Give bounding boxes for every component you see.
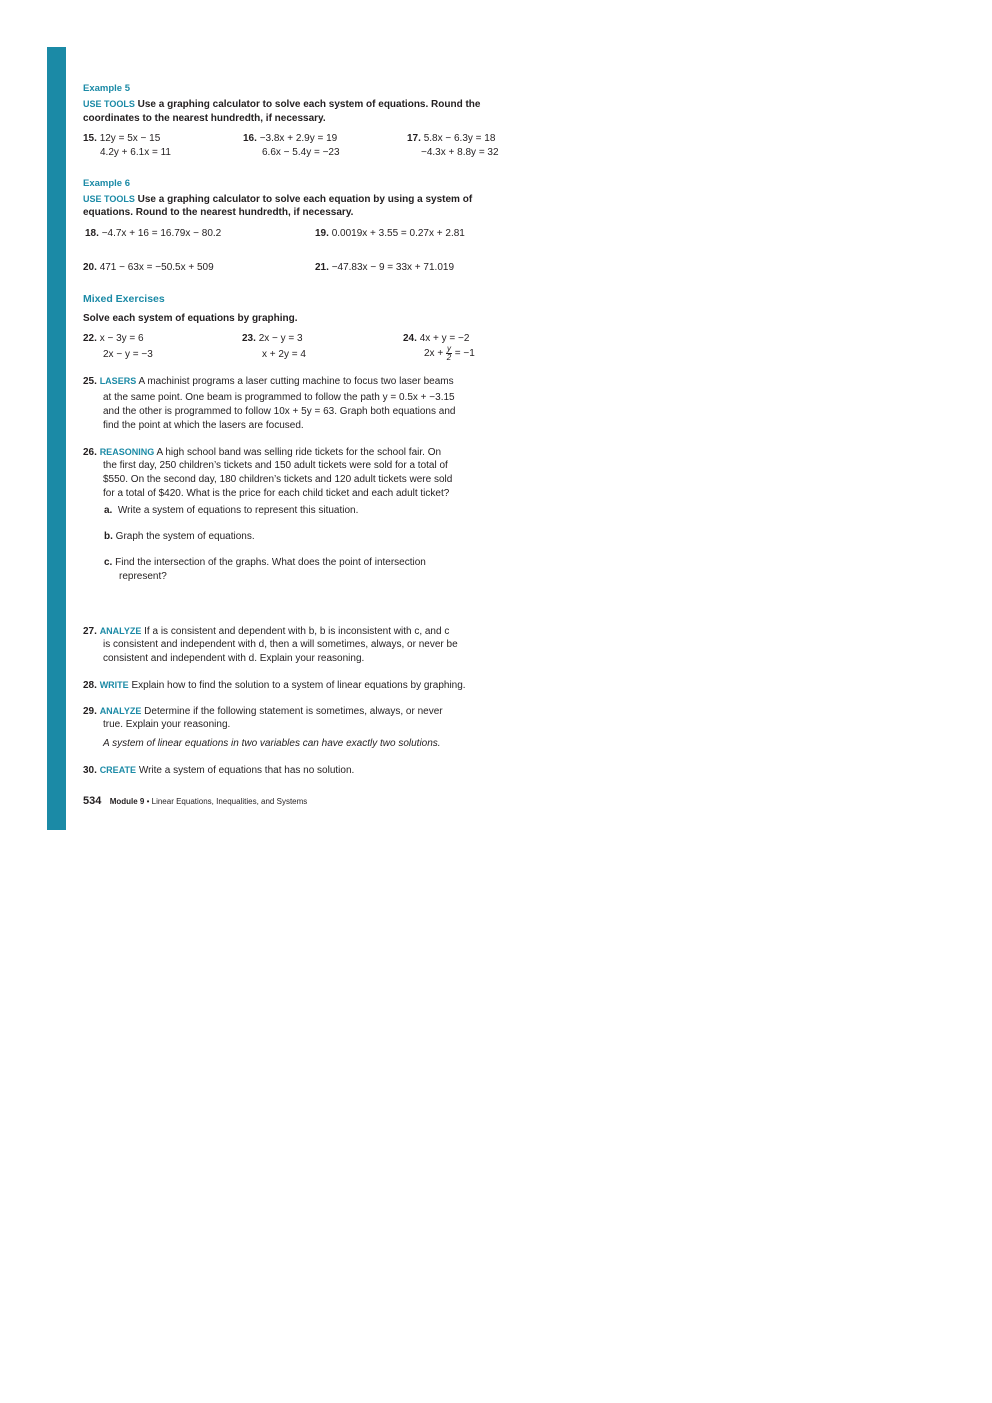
part-text: Write a system of equations to represent this situation. <box>117 505 359 516</box>
equation: 2x − y = 3 <box>258 333 303 344</box>
problem-number: 25. <box>83 376 97 387</box>
problem-text: and the other is programmed to follow 10x + 5y = 63. Graph both equations and <box>103 406 456 417</box>
separator: • <box>144 797 152 806</box>
part-text: Graph the system of equations. <box>115 531 255 542</box>
lasers-tag: LASERS <box>99 376 137 386</box>
equation: −4.7x + 16 = 16.79x − 80.2 <box>101 228 222 239</box>
problem-text: consistent and independent with d. Explain your reasoning. <box>103 653 365 664</box>
equation: x − 3y = 6 <box>99 333 144 344</box>
mixed-exercises-heading: Mixed Exercises <box>83 293 165 305</box>
equation: x + 2y = 4 <box>262 349 306 360</box>
problem-number: 29. <box>83 706 97 717</box>
equation-part: = −1 <box>451 348 475 360</box>
problem-24 <box>403 333 469 345</box>
problem-number: 20. <box>83 262 97 273</box>
page-number: 534 <box>83 795 102 807</box>
problem-number: 22. <box>83 333 97 344</box>
instruction-line: coordinates to the nearest hundredth, if necessary. <box>83 113 326 124</box>
problem-27 <box>83 625 449 638</box>
problem-21 <box>315 262 454 274</box>
problem-26 <box>83 446 441 459</box>
problem-number: 18. <box>85 228 99 239</box>
equation: 12y = 5x − 15 <box>99 133 161 144</box>
problem-text: A high school band was selling ride tickets for the school fair. On <box>156 447 442 458</box>
equation: 2x − y = −3 <box>103 349 153 360</box>
module-label: Module 9 <box>109 797 145 806</box>
part-text: represent? <box>119 571 167 582</box>
equation: 4x + y = −2 <box>419 333 470 344</box>
statement: A system of linear equations in two variables can have exactly two solutions. <box>103 738 441 749</box>
reasoning-tag: REASONING <box>99 447 155 457</box>
problem-text: If a is consistent and dependent with b, b is inconsistent with c, and c <box>144 626 450 637</box>
problem-number: 30. <box>83 765 97 776</box>
problem-20 <box>83 262 214 274</box>
problem-number: 16. <box>243 133 257 144</box>
problem-18 <box>85 228 221 240</box>
write-tag: WRITE <box>99 680 129 690</box>
problem-text: the first day, 250 children’s tickets and 150 adult tickets were sold for a total of <box>103 460 448 471</box>
part-label: a. <box>104 505 113 516</box>
problem-22 <box>83 333 144 345</box>
instruction-line: equations. Round to the nearest hundredth, if necessary. <box>83 207 354 218</box>
fraction-numerator: y <box>446 344 451 353</box>
problem-30 <box>83 764 354 777</box>
equation: 5.8x − 6.3y = 18 <box>423 133 496 144</box>
problem-text: is consistent and independent with d, then a will sometimes, always, or never be <box>103 639 458 650</box>
page-footer <box>83 795 307 808</box>
part-c <box>104 557 426 569</box>
problem-number: 23. <box>242 333 256 344</box>
example-6-heading: Example 6 <box>83 178 130 189</box>
mixed-instructions: Solve each system of equations by graphing. <box>83 313 298 324</box>
create-tag: CREATE <box>99 765 137 775</box>
side-accent-bar <box>47 47 66 830</box>
part-label: b. <box>104 531 113 542</box>
equation: 4.2y + 6.1x = 11 <box>100 147 171 158</box>
problem-number: 24. <box>403 333 417 344</box>
problem-text: Write a system of equations that has no solution. <box>138 765 355 776</box>
problem-text: at the same point. One beam is programmed to follow the path y = 0.5x + −3.15 <box>103 392 455 403</box>
problem-text: A machinist programs a laser cutting machine to focus two laser beams <box>138 376 454 387</box>
instruction-line: Use a graphing calculator to solve each system of equations. Round the <box>137 99 481 110</box>
equation: 0.0019x + 3.55 = 0.27x + 2.81 <box>331 228 465 239</box>
equation-part: 2x + <box>424 348 446 360</box>
problem-15 <box>83 133 160 145</box>
part-text: Find the intersection of the graphs. What does the point of intersection <box>115 557 426 568</box>
analyze-tag: ANALYZE <box>99 626 142 636</box>
module-title: Linear Equations, Inequalities, and Systems <box>151 797 308 806</box>
equation-with-fraction <box>424 345 475 362</box>
part-a <box>104 505 358 517</box>
example-5-heading: Example 5 <box>83 83 130 94</box>
equation: 6.6x − 5.4y = −23 <box>262 147 340 158</box>
equation: −4.3x + 8.8y = 32 <box>421 147 499 158</box>
problem-28 <box>83 679 466 692</box>
example-6-instructions <box>83 193 472 206</box>
part-label: c. <box>104 557 113 568</box>
problem-17 <box>407 133 495 145</box>
problem-text: Determine if the following statement is sometimes, always, or never <box>144 706 443 717</box>
equation: 471 − 63x = −50.5x + 509 <box>99 262 214 273</box>
use-tools-tag: USE TOOLS <box>83 194 135 204</box>
part-b <box>104 531 255 543</box>
problem-number: 27. <box>83 626 97 637</box>
problem-29 <box>83 705 443 718</box>
analyze-tag: ANALYZE <box>99 706 142 716</box>
equation: −47.83x − 9 = 33x + 71.019 <box>331 262 455 273</box>
problem-16 <box>243 133 337 145</box>
problem-number: 15. <box>83 133 97 144</box>
equation: −3.8x + 2.9y = 19 <box>259 133 338 144</box>
problem-23 <box>242 333 303 345</box>
instruction-line: Use a graphing calculator to solve each equation by using a system of <box>137 194 473 205</box>
problem-text: $550. On the second day, 180 children’s tickets and 120 adult tickets were sold <box>103 474 453 485</box>
problem-number: 17. <box>407 133 421 144</box>
problem-number: 28. <box>83 680 97 691</box>
problem-25 <box>83 375 454 388</box>
problem-19 <box>315 228 465 240</box>
problem-text: Explain how to find the solution to a system of linear equations by graphing. <box>131 680 466 691</box>
problem-number: 26. <box>83 447 97 458</box>
problem-number: 19. <box>315 228 329 239</box>
fraction-denominator: 2 <box>446 353 452 362</box>
problem-number: 21. <box>315 262 329 273</box>
problem-text: true. Explain your reasoning. <box>103 719 231 730</box>
use-tools-tag: USE TOOLS <box>83 99 135 109</box>
problem-text: for a total of $420. What is the price for each child ticket and each adult ticket? <box>103 488 450 499</box>
example-5-instructions <box>83 98 480 111</box>
problem-text: find the point at which the lasers are focused. <box>103 420 304 431</box>
